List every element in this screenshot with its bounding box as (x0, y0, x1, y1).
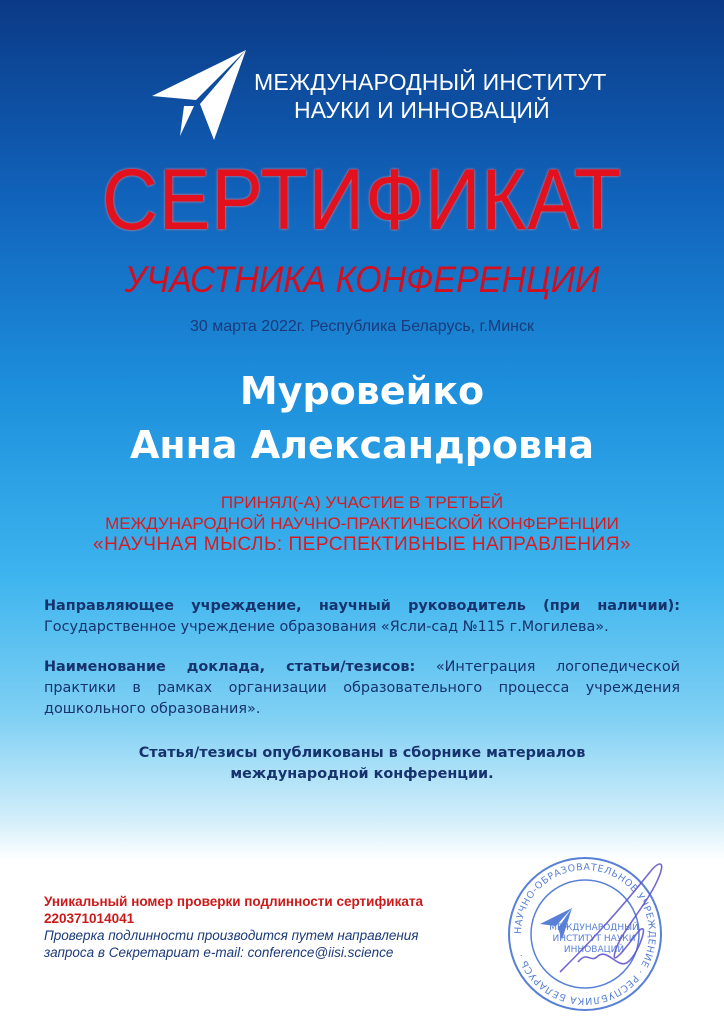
participant-first-patronymic: Анна Александровна (130, 423, 594, 467)
verification-label: Уникальный номер проверки подлинности сертификата (44, 894, 423, 909)
stamp-center-line-1: МЕЖДУНАРОДНЫЙ (549, 923, 639, 933)
organization-line-1: МЕЖДУНАРОДНЫЙ ИНСТИТУТ (254, 69, 607, 95)
participation-statement (0, 492, 724, 555)
report-paragraph (44, 657, 680, 720)
verification-note-line-1: Проверка подлинности производится путем направления (44, 928, 419, 943)
organization-line-2: НАУКИ И ИННОВАЦИЙ (294, 97, 550, 123)
verification-note-line-2: запроса в Секретариат e-mail: conference@iisi.science (44, 945, 394, 960)
conference-name: «НАУЧНАЯ МЫСЛЬ: ПЕРСПЕКТИВНЫЕ НАПРАВЛЕНИЯ» (93, 534, 631, 555)
institution-label: Направляющее учреждение, научный руководитель (при наличии): (44, 598, 680, 614)
institution-value: Государственное учреждение образования «Ясли-сад №115 г.Могилева». (44, 619, 609, 635)
participant-name (0, 364, 724, 472)
stamp-ring-text: НАУЧНО-ОБРАЗОВАТЕЛЬНОЕ УЧРЕЖДЕНИЕ · РЕСПУБЛИКА БЕЛАРУСЬ · (512, 861, 658, 1007)
certificate-subtitle: УЧАСТНИКА КОНФЕРЕНЦИИ (124, 259, 600, 300)
participation-line-1: ПРИНЯЛ(-А) УЧАСТИЕ В ТРЕТЬЕЙ (220, 493, 504, 512)
participation-line-2: МЕЖДУНАРОДНОЙ НАУЧНО-ПРАКТИЧЕСКОЙ КОНФЕРЕНЦИИ (105, 514, 619, 533)
publication-line-1: Статья/тезисы опубликованы в сборнике материалов (138, 745, 586, 761)
publication-line-2: международной конференции. (230, 766, 494, 782)
certificate-title: СЕРТИФИКАТ (101, 152, 623, 248)
date-place: 30 марта 2022г. Республика Беларусь, г.Минск (190, 318, 534, 335)
publication-note (0, 743, 724, 785)
report-label: Наименование доклада, статьи/тезисов: (44, 659, 416, 675)
verification-number: 220371014041 (44, 911, 135, 926)
participant-surname: Муровейко (239, 369, 485, 413)
report-value: «Интеграция логопедической практики в рамках организации образовательного процесса учреждения дошкольного образования». (44, 659, 680, 717)
stamp-center-line-2: ИНСТИТУТ НАУКИ (552, 934, 636, 944)
official-stamp-icon (500, 852, 670, 1017)
verification-block (44, 893, 484, 961)
institute-logo-icon (150, 48, 250, 143)
organization-name (254, 68, 607, 124)
institution-paragraph (44, 596, 680, 638)
stamp-center-line-3: ИННОВАЦИЙ (563, 945, 625, 955)
